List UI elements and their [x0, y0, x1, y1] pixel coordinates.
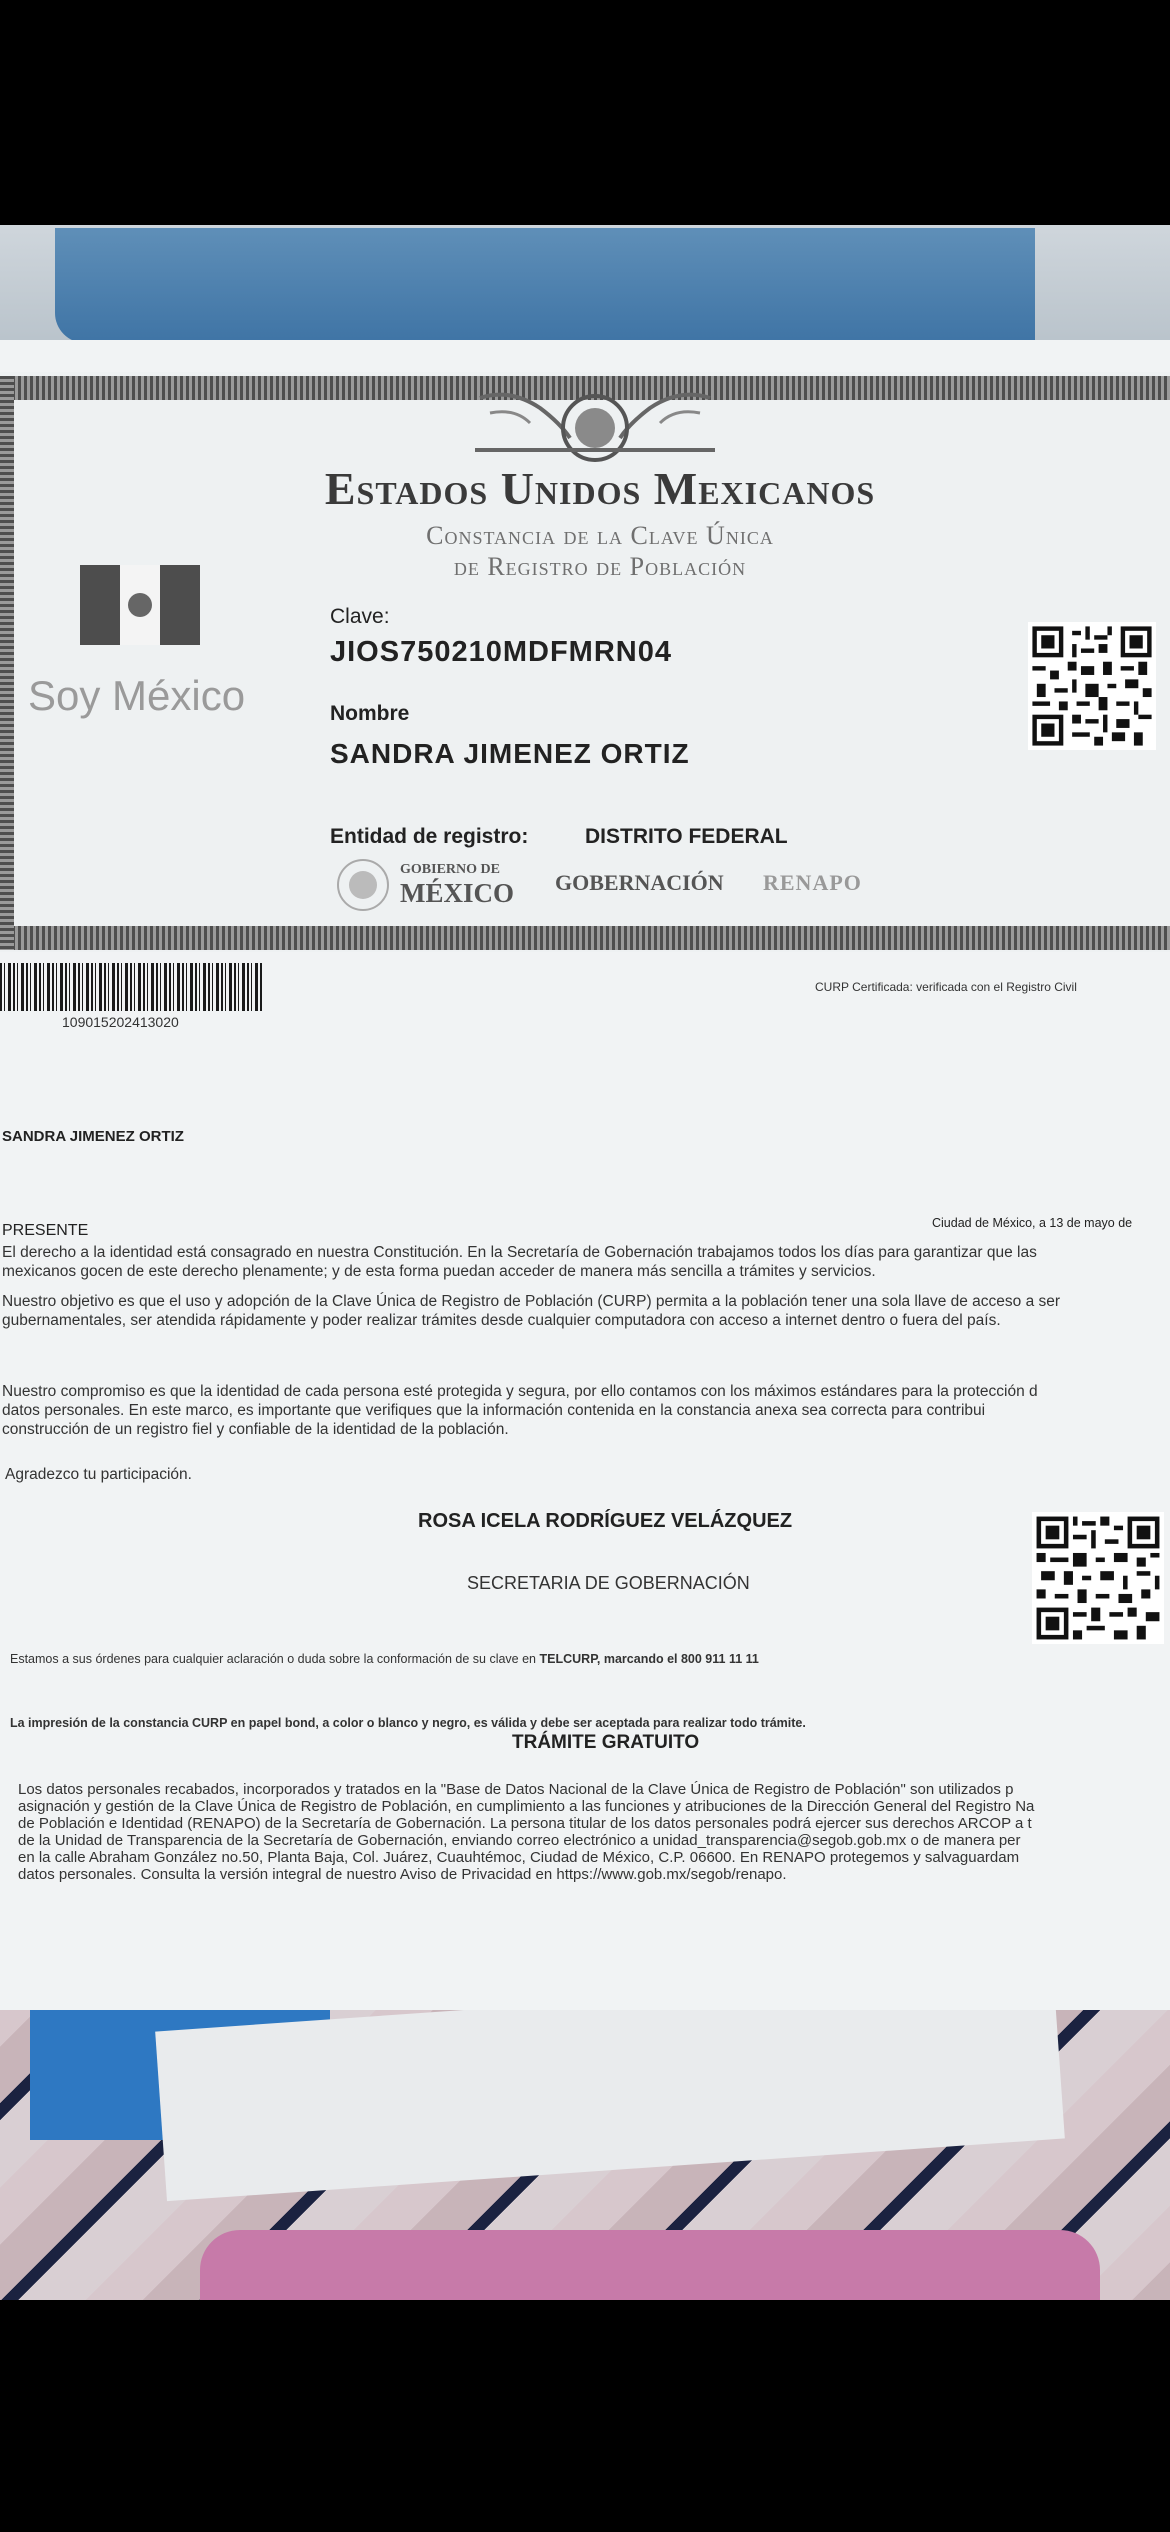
nombre-value: SANDRA JIMENEZ ORTIZ	[330, 738, 690, 769]
background-blue-folder	[55, 228, 1035, 343]
signer-name: ROSA ICELA RODRÍGUEZ VELÁZQUEZ	[418, 1510, 793, 1532]
soy-mexico-logo: Soy México	[28, 672, 246, 719]
clave-value: JIOS750210MDFMRN04	[330, 636, 672, 668]
renapo-logo: RENAPO	[763, 870, 862, 895]
gobierno-logo-line2: MÉXICO	[400, 878, 514, 908]
signer-title: SECRETARIA DE GOBERNACIÓN	[467, 1573, 750, 1593]
presente-label: PRESENTE	[2, 1222, 89, 1239]
document-title: Estados Unidos Mexicanos	[324, 463, 876, 514]
paragraph-3: Nuestro compromiso es que la identidad de cada persona esté protegida y segura, por ello contamos con los máximos estándares para la protección d datos personales. En este marco, es importante que verifiques que la información contenida en la constancia anexa sea correcta para contribui construcción de un registro fiel y confiable de la identidad de la población.	[2, 1383, 1038, 1438]
certificate-border-bottom	[0, 926, 1170, 950]
print-validity-note: La impresión de la constancia CURP en papel bond, a color o blanco y negro, es válida y debe ser aceptada para realizar todo trámite.	[10, 1716, 806, 1730]
entidad-value: DISTRITO FEDERAL	[585, 825, 788, 848]
gobierno-logo-line1: GOBIERNO DE	[400, 862, 500, 877]
certificate-border-left	[0, 376, 14, 950]
clave-label: Clave:	[330, 605, 390, 628]
barcode	[0, 963, 262, 1011]
privacy-notice: Los datos personales recabados, incorporados y tratados en la "Base de Datos Nacional de la Clave Única de Registro de Población" son utilizados p asignación y gestión de la Clave Única de Registro de Población, en cumplimiento a las funciones y atribuciones de la Dirección General del Registro Na de Población e Identidad (RENAPO) de la Secretaría de Gobernación. La persona titular de los datos personales podrá ejercer sus derechos ARCOP a t de la Unidad de Transparencia de la Secretaría de Gobernación, enviando correo electrónico a unidad_transparencia@segob.gob.mx o de manera per en la calle Abraham González no.50, Planta Baja, Col. Juárez, Cuauhtémoc, Ciudad de México, C.P. 06600. En RENAPO protegemos y salvaguardam datos personales. Consulta la versión integral de nuestro Aviso de Privacidad en https://www.gob.mx/segob/renapo.	[18, 1781, 1035, 1883]
background-pink-object	[200, 2230, 1100, 2300]
gobernacion-logo: GOBERNACIÓN	[555, 870, 724, 895]
letter-date: Ciudad de México, a 13 de mayo de	[932, 1216, 1133, 1230]
entidad-label: Entidad de registro:	[330, 825, 529, 848]
document-subtitle: Constancia de la Clave Única de Registro de Población	[426, 521, 774, 581]
qr-code-secondary-icon	[1032, 1512, 1164, 1644]
certified-note: CURP Certificada: verificada con el Registro Civil	[815, 980, 1077, 994]
barcode-number: 109015202413020	[62, 1014, 179, 1030]
nombre-label: Nombre	[330, 702, 410, 725]
gobierno-seal-icon	[335, 857, 391, 913]
qr-code-icon	[1028, 622, 1156, 750]
letter-recipient: SANDRA JIMENEZ ORTIZ	[2, 1128, 184, 1145]
contact-note: Estamos a sus órdenes para cualquier aclaración o duda sobre la conformación de su clave en TELCURP, marcando el 800 911 11 11	[10, 1652, 759, 1666]
tramite-gratuito: TRÁMITE GRATUITO	[512, 1732, 700, 1753]
national-emblem-icon	[470, 378, 720, 468]
paragraph-1: El derecho a la identidad está consagrado en nuestra Constitución. En la Secretaría de Gobernación trabajamos todos los días para garantizar que las mexicanos gocen de este derecho plenamente; y de esta forma puedan acceder de manera más sencilla a trámites y servicios.	[2, 1244, 1037, 1280]
mexico-flag-icon	[80, 565, 200, 645]
paragraph-2: Nuestro objetivo es que el uso y adopción de la Clave Única de Registro de Población (CURP) permita a la población tener una sola llave de acceso a ser gubernamentales, ser atendida rápidamente y poder realizar trámites desde cualquier computadora con acceso a internet dentro o fuera del país.	[2, 1293, 1061, 1329]
thanks-text: Agradezco tu participación.	[5, 1466, 192, 1483]
